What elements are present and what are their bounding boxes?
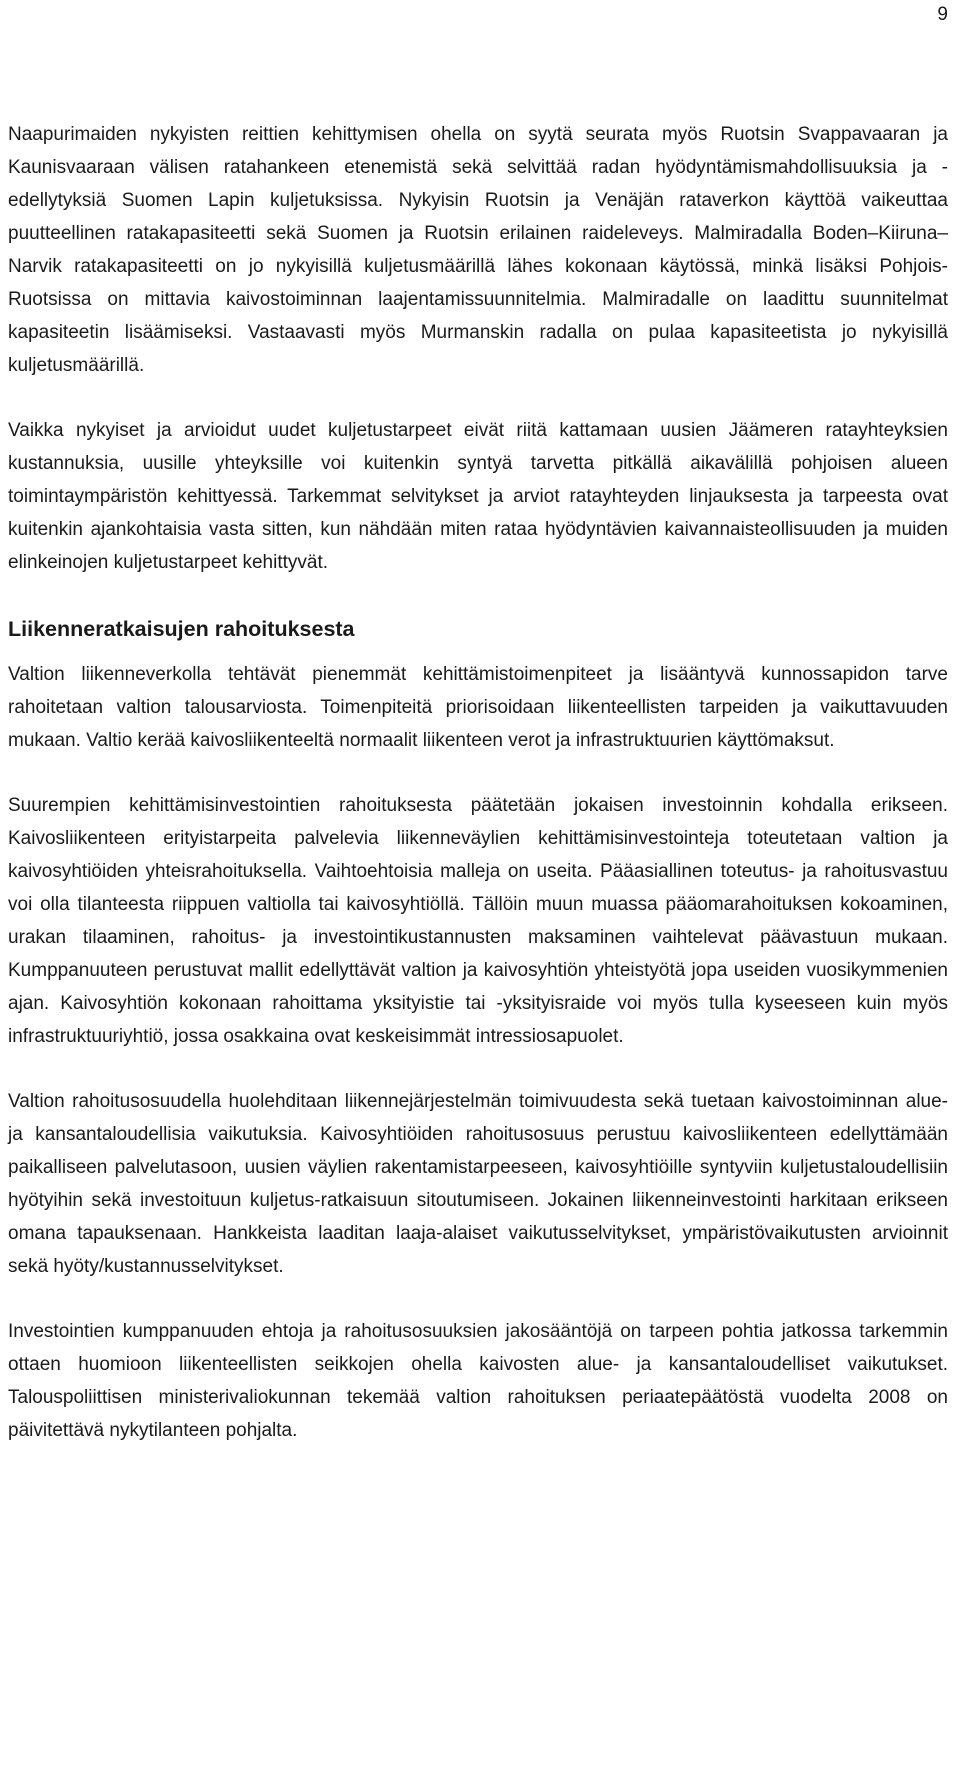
page-number: 9 (937, 4, 948, 25)
paragraph-railway-routes: Naapurimaiden nykyisten reittien kehittymisen ohella on syytä seurata myös Ruotsin Svappavaaran ja Kaunisvaaraan välisen ratahankeen etenemistä sekä selvittää radan hyödyntämismahdollisuuksia ja -edellytyksiä Suomen Lapin kuljetuksissa. Nykyisin Ruotsin ja Venäjän rataverkon käyttöä vaikeuttaa puutteellinen ratakapasiteetti sekä Suomen ja Ruotsin erilainen raideleveys. Malmiradalla Boden–Kiiruna–Narvik ratakapasiteetti on jo nykyisillä kuljetusmäärillä lähes kokonaan käytössä, minkä lisäksi Pohjois-Ruotsissa on mittavia kaivostoiminnan laajentamissuunnitelmia. Malmiradalle on laadittu suunnitelmat kapasiteetin lisäämiseksi. Vastaavasti myös Murmanskin radalla on pulaa kapasiteetista jo nykyisillä kuljetusmäärillä. (8, 124, 948, 376)
paragraph-partnership-terms: Investointien kumppanuuden ehtoja ja rahoitusosuuksien jakosääntöjä on tarpeen pohtia jatkossa tarkemmin ottaen huomioon liikenteellisten seikkojen ohella kaivosten alue- ja kansantaloudelliset vaikutukset. Talouspoliittisen ministerivaliokunnan tekemää valtion rahoituksen periaatepäätöstä vuodelta 2008 on päivitettävä nykytilanteen pohjalta. (8, 1321, 948, 1441)
paragraph-transport-needs: Vaikka nykyiset ja arvioidut uudet kuljetustarpeet eivät riitä kattamaan uusien Jäämeren ratayhteyksien kustannuksia, uusille yhteyksille voi kuitenkin syntyä tarvetta pitkällä aikavälillä pohjoisen alueen toimintaympäristön kehittyessä. Tarkemmat selvitykset ja arviot ratayhteyden linjauksesta ja tarpeesta ovat kuitenkin ajankohtaisia vasta sitten, kun nähdään miten rataa hyödyntävien kaivannaisteollisuuden ja muiden elinkeinojen kuljetustarpeet kehittyvät. (8, 420, 948, 573)
section-heading: Liikenneratkaisujen rahoituksesta (8, 617, 355, 641)
paragraph-state-funding: Valtion liikenneverkolla tehtävät pienemmät kehittämistoimenpiteet ja lisääntyvä kunnossapidon tarve rahoitetaan valtion talousarviosta. Toimenpiteitä priorisoidaan liikenteellisten tarpeiden ja vaikuttavuuden mukaan. Valtio kerää kaivosliikenteeltä normaalit liikenteen verot ja infrastruktuurien käyttömaksut. (8, 664, 948, 751)
paragraph-investment-decisions: Suurempien kehittämisinvestointien rahoituksesta päätetään jokaisen investoinnin kohdalla erikseen. Kaivosliikenteen erityistarpeita palvelevia liikenneväylien kehittämisinvestointeja toteutetaan valtion ja kaivosyhtiöiden yhteisrahoituksella. Vaihtoehtoisia malleja on useita. Pääasiallinen toteutus- ja rahoitusvastuu voi olla tilanteesta riippuen valtiolla tai kaivosyhtiöllä. Tällöin muun muassa pääomarahoituksen kokoaminen, urakan tilaaminen, rahoitus- ja investointikustannusten maksaminen vaihtelevat päävastuun mukaan. Kumppanuuteen perustuvat mallit edellyttävät valtion ja kaivosyhtiön yhteistyötä jopa useiden vuosikymmenien ajan. Kaivosyhtiön kokonaan rahoittama yksityistie tai -yksityisraide voi myös tulla kyseeseen kuin myös infrastruktuuriyhtiö, jossa osakkaina ovat keskeisimmät intressiosapuolet. (8, 795, 948, 1047)
paragraph-funding-shares: Valtion rahoitusosuudella huolehditaan liikennejärjestelmän toimivuudesta sekä tuetaan kaivostoiminnan alue- ja kansantaloudellisia vaikutuksia. Kaivosyhtiöiden rahoitusosuus perustuu kaivosliikenteen edellyttämään paikalliseen palvelutasoon, uusien väylien rakentamistarpeeseen, kaivosyhtiöille syntyviin kuljetustaloudellisiin hyötyihin sekä investoituun kuljetus-ratkaisuun sitoutumiseen. Jokainen liikenneinvestointi harkitaan erikseen omana tapauksenaan. Hankkeista laaditan laaja-alaiset vaikutusselvitykset, ympäristövaikutusten arvioinnit sekä hyöty/kustannusselvitykset. (8, 1091, 948, 1277)
page-body (8, 118, 948, 1479)
